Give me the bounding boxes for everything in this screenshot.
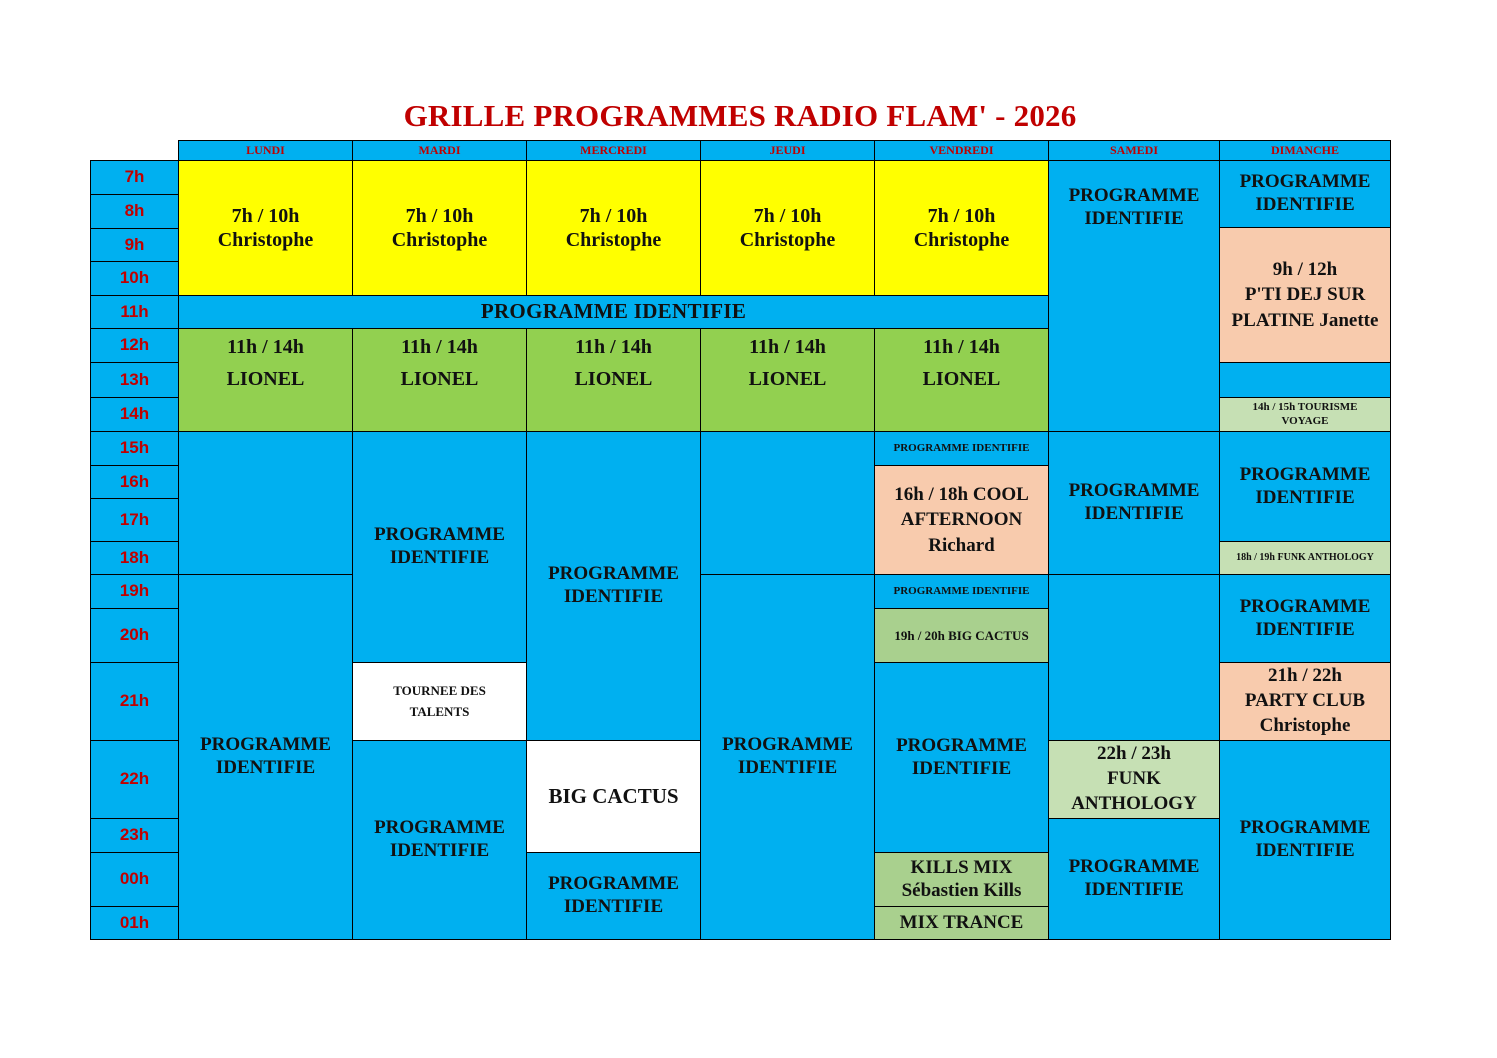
show-cell-empty — [178, 431, 353, 575]
day-header-samedi: SAMEDI — [1048, 140, 1220, 161]
show-cell-lionel: 11h / 14h LIONEL — [526, 328, 701, 432]
day-header-lundi: LUNDI — [178, 140, 353, 161]
hour-label: 22h — [90, 740, 179, 819]
hour-label: 18h — [90, 541, 179, 575]
show-cell-big-cactus: 19h / 20h BIG CACTUS — [874, 608, 1049, 663]
show-cell-identifie: PROGRAMME IDENTIFIE — [1219, 431, 1391, 542]
show-cell-identifie: PROGRAMME IDENTIFIE — [1048, 818, 1220, 940]
hour-label: 8h — [90, 194, 179, 229]
show-cell-identifie: PROGRAMME IDENTIFIE — [700, 574, 875, 940]
show-cell-identifie: PROGRAMME IDENTIFIE — [1219, 740, 1391, 940]
hour-label: 12h — [90, 328, 179, 363]
show-cell-identifie: PROGRAMME IDENTIFIE — [1048, 431, 1220, 575]
show-cell-tournee-des-talents: TOURNEE DES TALENTS — [352, 662, 527, 741]
show-cell-party-club: 21h / 22h PARTY CLUB Christophe — [1219, 662, 1391, 741]
hour-label: 11h — [90, 295, 179, 329]
hour-label: 19h — [90, 574, 179, 609]
show-cell-funk-anthology: 22h / 23h FUNK ANTHOLOGY — [1048, 740, 1220, 819]
hour-label: 00h — [90, 852, 179, 907]
day-header-vendredi: VENDREDI — [874, 140, 1049, 161]
show-cell-identifie: PROGRAMME IDENTIFIE — [874, 574, 1049, 609]
hour-label: 13h — [90, 362, 179, 398]
hour-label: 16h — [90, 465, 179, 499]
show-cell-lionel: 11h / 14h LIONEL — [352, 328, 527, 432]
show-cell-identifie: PROGRAMME IDENTIFIE — [1219, 160, 1391, 228]
show-cell-christophe: 7h / 10h Christophe — [700, 160, 875, 296]
show-cell-identifie: PROGRAMME IDENTIFIE — [352, 740, 527, 940]
show-cell-lionel: 11h / 14h LIONEL — [178, 328, 353, 432]
hour-label: 21h — [90, 662, 179, 741]
show-cell-empty — [1048, 574, 1220, 741]
show-cell-identifie: PROGRAMME IDENTIFIE — [526, 431, 701, 741]
show-cell-pti-dej-sur-platine: 9h / 12h P'TI DEJ SUR PLATINE Janette — [1219, 227, 1391, 363]
show-cell-big-cactus: BIG CACTUS — [526, 740, 701, 853]
show-cell-identifie: PROGRAMME IDENTIFIE — [352, 431, 527, 663]
show-cell-identifie: PROGRAMME IDENTIFIE — [526, 852, 701, 940]
show-cell-kills-mix: KILLS MIX Sébastien Kills — [874, 852, 1049, 907]
hour-label: 15h — [90, 431, 179, 466]
hour-label: 17h — [90, 498, 179, 542]
show-cell-lionel: 11h / 14h LIONEL — [874, 328, 1049, 432]
day-header-mercredi: MERCREDI — [526, 140, 701, 161]
show-cell-empty — [700, 431, 875, 575]
hour-label: 14h — [90, 397, 179, 432]
hour-label: 10h — [90, 261, 179, 296]
show-cell-tourisme-voyage: 14h / 15h TOURISME VOYAGE — [1219, 397, 1391, 432]
hour-label: 01h — [90, 906, 179, 940]
day-header-jeudi: JEUDI — [700, 140, 875, 161]
show-cell-identifie: PROGRAMME IDENTIFIE — [178, 574, 353, 940]
day-header-dimanche: DIMANCHE — [1219, 140, 1391, 161]
show-cell-identifie: PROGRAMME IDENTIFIE — [874, 662, 1049, 853]
show-cell-mix-trance: MIX TRANCE — [874, 906, 1049, 940]
page-title: GRILLE PROGRAMMES RADIO FLAM' - 2026 — [403, 98, 1077, 133]
show-cell-cool-afternoon: 16h / 18h COOL AFTERNOON Richard — [874, 465, 1049, 575]
hour-label: 23h — [90, 818, 179, 853]
show-cell-christophe: 7h / 10h Christophe — [352, 160, 527, 296]
show-cell-identifie: PROGRAMME IDENTIFIE — [178, 295, 1049, 329]
show-cell-christophe: 7h / 10h Christophe — [874, 160, 1049, 296]
show-cell-empty — [1219, 362, 1391, 398]
hour-label: 7h — [90, 160, 179, 195]
show-cell-identifie: PROGRAMME IDENTIFIE — [1048, 160, 1220, 432]
show-cell-funk-anthology: 18h / 19h FUNK ANTHOLOGY — [1219, 541, 1391, 575]
show-cell-christophe: 7h / 10h Christophe — [526, 160, 701, 296]
show-cell-identifie: PROGRAMME IDENTIFIE — [1219, 574, 1391, 663]
hour-label: 9h — [90, 228, 179, 262]
show-cell-identifie: PROGRAMME IDENTIFIE — [874, 431, 1049, 466]
hour-label: 20h — [90, 608, 179, 663]
show-cell-lionel: 11h / 14h LIONEL — [700, 328, 875, 432]
day-header-mardi: MARDI — [352, 140, 527, 161]
show-cell-christophe: 7h / 10h Christophe — [178, 160, 353, 296]
